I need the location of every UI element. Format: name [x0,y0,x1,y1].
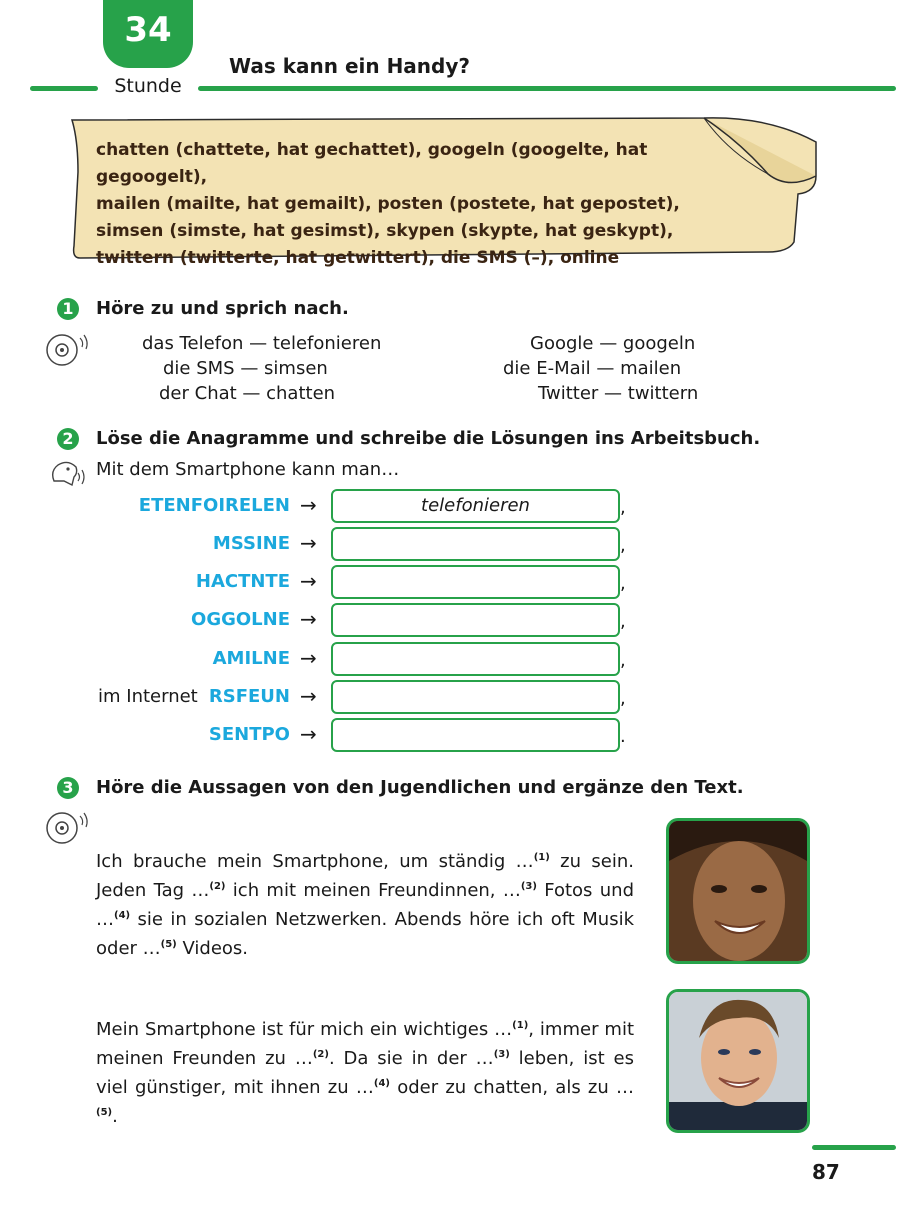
statement-paragraph-1: Ich brauche mein Smartphone, um ständig …$^{(1)}$ zu sein. Jeden Tag …$^{(2)}$ ich mit meinen Freundinnen, …$^{(3)}$ Fotos und …$^{(4)}$ sie in sozialen Netzwerken. Abends höre ich oft Musik oder …$^{(5)}$ Videos. [96,851,634,959]
anagram-word: SENTPO [208,724,290,745]
answer-field[interactable] [331,527,620,561]
punctuation: , [620,611,626,632]
arrow-icon: → [300,646,317,670]
vocab-pair: die SMS — simsen [163,358,328,379]
header-rule-left [30,86,98,91]
arrow-icon: → [300,607,317,631]
lesson-label: Stunde [114,75,182,97]
exercise-2-intro: Mit dem Smartphone kann man… [96,459,400,480]
answer-field[interactable] [331,603,620,637]
arrow-icon: → [300,569,317,593]
answer-field[interactable] [331,642,620,676]
anagram-word: OGGOLNE [191,609,290,630]
vocab-pair: Twitter — twittern [538,383,699,404]
answer-field[interactable] [331,718,620,752]
exercise-3-instruction: Höre die Aussagen von den Jugendlichen und ergänze den Text. [96,777,744,798]
exercise-1-instruction: Höre zu und sprich nach. [96,298,349,319]
answer-field[interactable] [331,565,620,599]
punctuation: , [620,688,626,709]
page-title: Was kann ein Handy? [229,54,470,78]
vocab-pair: die E-Mail — mailen [503,358,682,379]
exercise-1-number: 1 [57,298,79,320]
photo-boy [666,989,810,1133]
page-number: 87 [812,1160,840,1184]
anagram-word: ETENFOIRELEN [138,495,290,516]
arrow-icon: → [300,722,317,746]
vocabulary-line: simsen (simste, hat gesimst), skypen (skypte, hat geskypt), [96,221,674,241]
anagram-word: MSSINE [212,533,290,554]
exercise-2-instruction: Löse die Anagramme und schreibe die Lösungen ins Arbeitsbuch. [96,428,761,449]
audio-cd-icon[interactable] [44,808,90,848]
punctuation: , [620,497,626,518]
anagram-prefix: im Internet [98,686,198,707]
vocabulary-line: mailen (mailte, hat gemailt), posten (postete, hat gepostet), [96,194,680,214]
vocabulary-list [96,137,746,272]
exercise-3-number: 3 [57,777,79,799]
photo-girl [666,818,810,964]
anagram-word: RSFEUN [208,686,290,707]
punctuation: , [620,650,626,671]
vocab-pair: das Telefon — telefonieren [142,333,382,354]
speaking-icon [48,459,88,489]
anagram-word: AMILNE [212,648,290,669]
arrow-icon: → [300,684,317,708]
punctuation: , [620,573,626,594]
arrow-icon: → [300,531,317,555]
answer-field[interactable] [331,680,620,714]
exercise-2-number: 2 [57,428,79,450]
statement-paragraph-2: Mein Smartphone ist für mich ein wichtiges …$^{(1)}$, immer mit meinen Freunden zu …$^{(2)}$. Da sie in der …$^{(3)}$ leben, ist es viel günstiger, mit ihnen zu …$^{(4)}$ oder zu chatten, als zu …$^{(5)}$. [96,1019,635,1127]
punctuation: , [620,535,626,556]
arrow-icon: → [300,493,317,517]
audio-cd-icon[interactable] [44,330,90,370]
vocabulary-line: twittern (twitterte, hat getwittert), die SMS (–), online [96,248,620,268]
vocab-pair: Google — googeln [530,333,696,354]
vocab-pair: der Chat — chatten [159,383,336,404]
answer-field[interactable]: telefonieren [331,489,620,523]
punctuation: . [620,726,626,747]
anagram-word: HACTNTE [195,571,290,592]
lesson-number: 34 [124,10,172,50]
footer-rule [812,1145,896,1150]
vocabulary-line: chatten (chattete, hat gechattet), googeln (googelte, hat gegoogelt), [96,140,648,187]
header-rule-right [198,86,896,91]
